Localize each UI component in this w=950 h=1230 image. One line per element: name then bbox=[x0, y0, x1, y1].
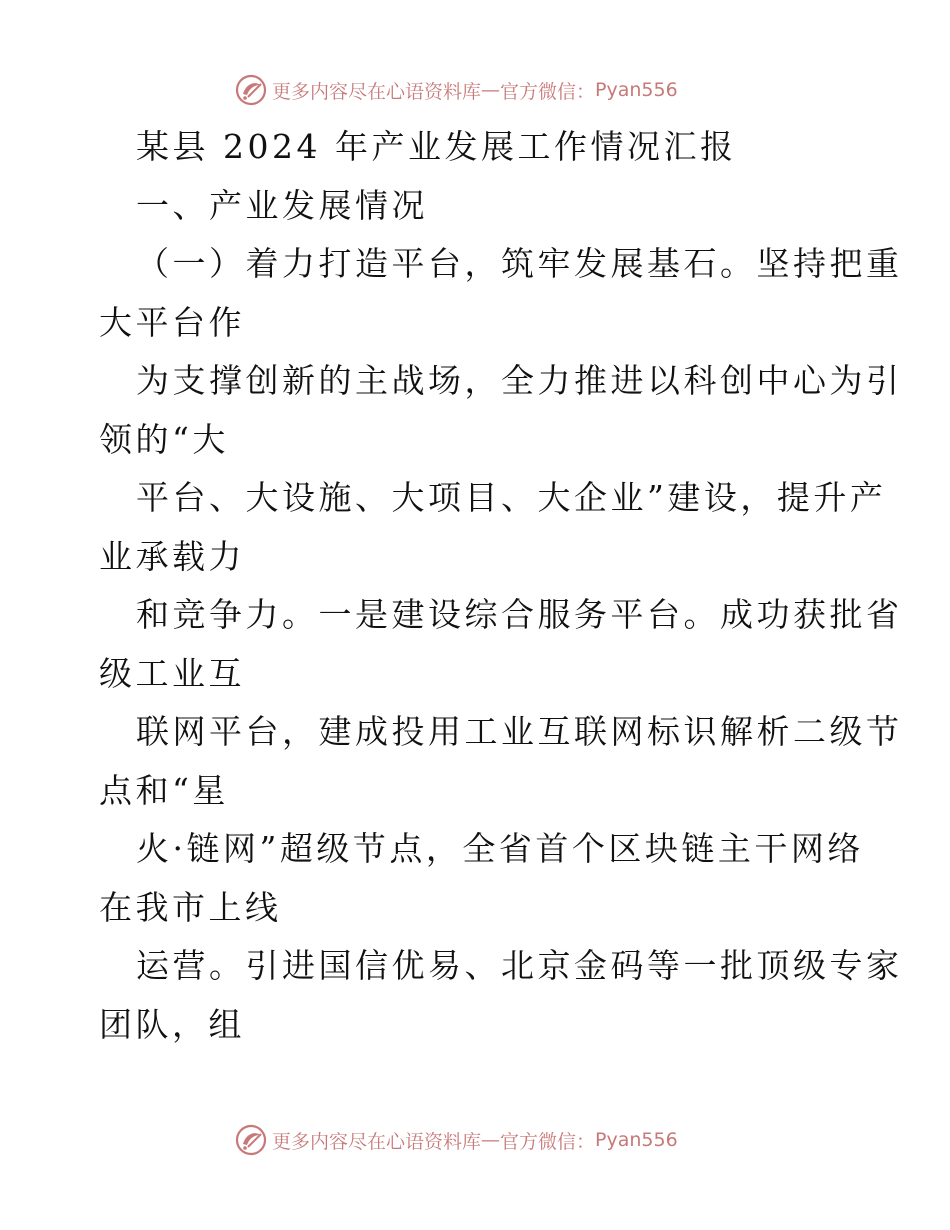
text-line: 联网平台，建成投用工业互联网标识解析二级节 bbox=[136, 712, 903, 751]
watermark-footer bbox=[234, 1123, 678, 1157]
text-line: 和竞争力。一是建设综合服务平台。成功获批省 bbox=[136, 595, 903, 634]
text-line: 点和“星 bbox=[99, 770, 229, 810]
text-line: 某县 2024 年产业发展工作情况汇报 bbox=[136, 127, 737, 166]
text-line: 一、产业发展情况 bbox=[136, 185, 428, 225]
text-line: 为支撑创新的主战场，全力推进以科创中心为引 bbox=[136, 361, 903, 400]
watermark-separator: — bbox=[481, 1129, 501, 1151]
watermark-wechat-label: 官方微信： bbox=[500, 80, 596, 103]
logo-icon bbox=[234, 1123, 268, 1157]
text-line: （一）着力打造平台，筑牢发展基石。坚持把重 bbox=[136, 244, 903, 283]
text-line: 在我市上线 bbox=[99, 887, 282, 927]
text-line: 火·链网”超级节点，全省首个区块链主干网络 bbox=[136, 829, 864, 868]
watermark-main-text: 更多内容尽在心语资料库 bbox=[272, 80, 482, 103]
text-line: 团队，组 bbox=[99, 1004, 245, 1044]
text-line: 大平台作 bbox=[99, 302, 245, 342]
watermark-wechat-label: 官方微信： bbox=[500, 1130, 596, 1153]
text-line: 级工业互 bbox=[99, 653, 245, 693]
watermark-header bbox=[234, 73, 678, 107]
document-body bbox=[99, 118, 903, 1054]
text-line: 运营。引进国信优易、北京金码等一批顶级专家 bbox=[136, 946, 903, 985]
text-line: 领的“大 bbox=[99, 419, 229, 459]
watermark-wechat-id: Pyan556 bbox=[595, 1129, 678, 1151]
watermark-wechat-id: Pyan556 bbox=[595, 79, 678, 101]
watermark-main-text: 更多内容尽在心语资料库 bbox=[272, 1130, 482, 1153]
text-line: 业承载力 bbox=[99, 536, 245, 576]
watermark-separator: — bbox=[481, 79, 501, 101]
text-line: 平台、大设施、大项目、大企业”建设，提升产 bbox=[136, 478, 887, 517]
logo-icon bbox=[234, 73, 268, 107]
